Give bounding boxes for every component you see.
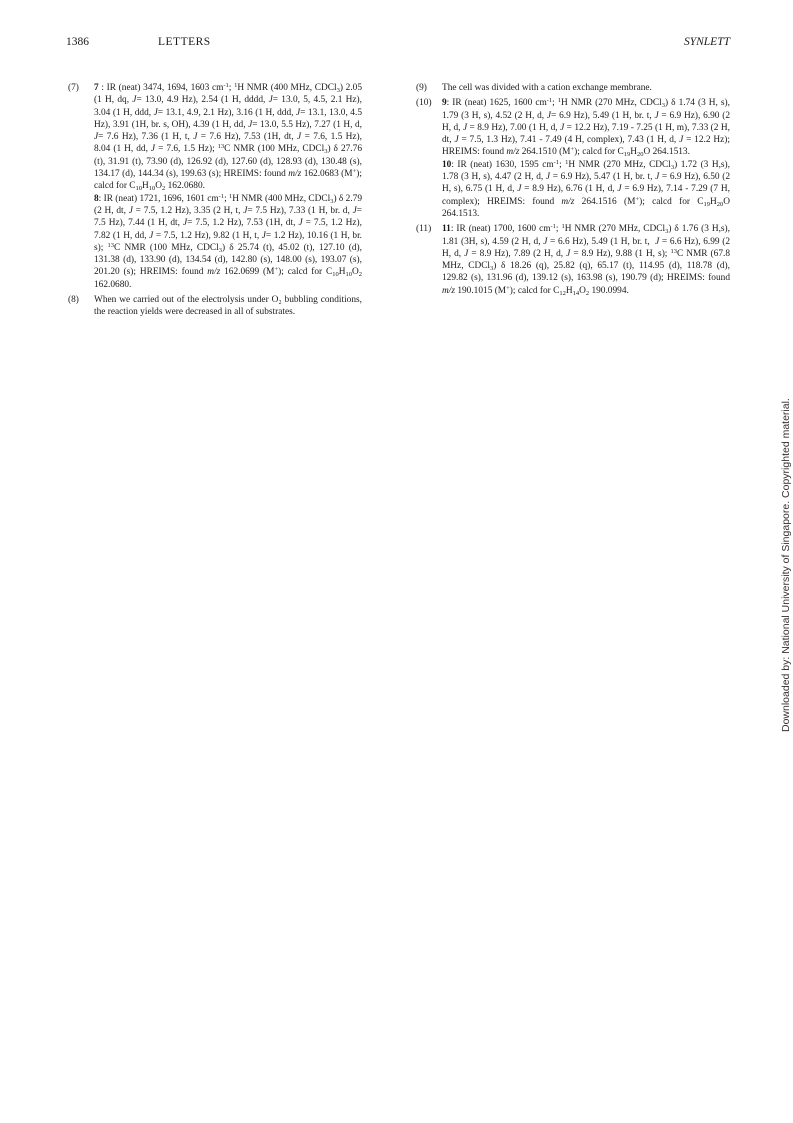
page-number: 1386 xyxy=(66,36,89,48)
note-number: (7) xyxy=(68,83,79,93)
note-10-compound-9: 9: IR (neat) 1625, 1600 $cm^{-1}$; $^1$H NMR (270 MHz, CDCl$_3$) δ 1.74 (3 H, s), 1.79 (3 H, s), 4.52 (2 H, d, J= 6.9 Hz), 5.49 (1 H, br. t, J = 6.9 Hz), 6.90 (2 H, d, J = 8.9 Hz), 7.00 (1 H, d, J = 12.2 Hz), 7.19 - 7.25 (1 H, m), 7.33 (2 H, dt, J = 7.5, 1.3 Hz), 7.41 - 7.49 (4 H, complex), 7.43 (1 H, d, J = 12.2 Hz); HREIMS: found m/z 264.1510 (M+); calcd for $C_{19}H_{20}O$ 264.1513. xyxy=(442,97,731,159)
note-7-compound-7: 7 : IR (neat) 3474, 1694, 1603 $cm^{-1}$; $^1$H NMR (400 MHz, CDCl$_3$) 2.05 (1 H, dq, J= 13.0, 4.9 Hz), 2.54 (1 H, dddd, J= 13.0, 5, 4.5, 2.1 Hz), 3.04 (1 H, ddd, J= 13.1, 4.9, 2.1 Hz), 3.16 (1 H, ddd, J= 13.1, 13.0, 4.5 Hz), 3.91 (1H, br. s, OH), 4.39 (1 H, dd, J= 13.0, 5.5 Hz), 7.27 (1 H, d, J= 7.6 Hz), 7.36 (1 H, t, J = 7.6 Hz), 7.53 (1H, dt, J = 7.6, 1.5 Hz), 8.04 (1 H, dd, J = 7.6, 1.5 Hz); $^{13}$C NMR (100 MHz, CDCl$_3$) δ 27.76 (t), 31.91 (t), 73.90 (d), 126.92 (d), 127.60 (d), 128.93 (d), 130.48 (s), 134.17 (d), 144.34 (s), 199.63 (s); HREIMS: found m/z 162.0683 (M+); calcd for $C_{10}H_{10}O_2$ 162.0680. xyxy=(94,82,363,193)
note-number: (8) xyxy=(68,295,79,306)
note-9 xyxy=(416,82,730,94)
right-column xyxy=(416,82,730,300)
note-8 xyxy=(68,294,362,319)
note-8-text: When we carried out of the electrolysis under O₂ bubbling conditions, the reaction yields were decreased in all of substrates. xyxy=(94,295,362,318)
note-10 xyxy=(416,97,730,220)
note-number: (10) xyxy=(416,98,432,109)
section-title: LETTERS xyxy=(158,36,211,48)
note-7-compound-8: 8: IR (neat) 1721, 1696, 1601 $cm^{-1}$; $^1$H NMR (400 MHz, CDCl$_3$) δ 2.79 (2 H, dt, J = 7.5, 1.2 Hz), 3.35 (2 H, t, J= 7.5 Hz), 7.33 (1 H, br. d, J= 7.5 Hz), 7.44 (1 H, dt, J= 7.5, 1.2 Hz), 7.53 (1H, dt, J = 7.5, 1.2 Hz), 7.82 (1 H, dd, J = 7.5, 1.2 Hz), 9.82 (1 H, t, J= 1.2 Hz), 10.16 (1 H, br. s); $^{13}$C NMR (100 MHz, CDCl$_3$) δ 25.74 (t), 45.02 (t), 127.10 (d), 131.38 (d), 133.90 (d), 134.54 (d), 142.80 (s), 148.00 (s), 193.07 (s), 201.20 (s); HREIMS: found m/z 162.0699 (M+); calcd for $C_{10}H_{10}O_2$ 162.0680. xyxy=(94,192,363,290)
journal-name: SYNLETT xyxy=(683,36,730,48)
note-10-compound-10: 10: IR (neat) 1630, 1595 $cm^{-1}$; $^1$H NMR (270 MHz, CDCl$_3$) 1.72 (3 H,s), 1.78 (3 H, s), 4.47 (2 H, d, J = 6.9 Hz), 5.47 (1 H, br. t, J = 6.9 Hz), 6.50 (2 H, s), 6.75 (1 H, d, J = 8.9 Hz), 6.76 (1 H, d, J = 6.9 Hz), 7.14 - 7.29 (7 H, complex); HREIMS: found m/z 264.1516 (M+); calcd for $C_{19}H_{20}O$ 264.1513. xyxy=(442,158,731,219)
note-11 xyxy=(416,223,730,297)
note-number: (11) xyxy=(416,224,432,235)
note-11-compound-11: 11: IR (neat) 1700, 1600 $cm^{-1}$; $^1$H NMR (270 MHz, CDCl$_3$) δ 1.76 (3 H,s), 1.81 (3H, s), 4.59 (2 H, d, J = 6.6 Hz), 5.49 (1 H, br. t, J = 6.6 Hz), 6.99 (2 H, d, J = 8.9 Hz), 7.89 (2 H, d, J = 8.9 Hz), 9.88 (1 H, s); $^{13}$C NMR (67.8 MHz, CDCl$_3$) δ 18.26 (q), 25.82 (q), 65.17 (t), 114.95 (d), 118.78 (d), 129.82 (s), 131.96 (d), 139.12 (s), 163.98 (s), 190.79 (d); HREIMS: found m/z 190.1015 (M+); calcd for $C_{12}H_{14}O_2$ 190.0994. xyxy=(442,223,731,297)
note-7 xyxy=(68,82,362,291)
note-number: (9) xyxy=(416,83,427,93)
running-header xyxy=(66,36,730,52)
download-watermark: Downloaded by: National University of Singapore. Copyrighted material. xyxy=(780,398,792,732)
left-column xyxy=(68,82,362,322)
note-9-text: The cell was divided with a cation exchange membrane. xyxy=(442,83,652,93)
